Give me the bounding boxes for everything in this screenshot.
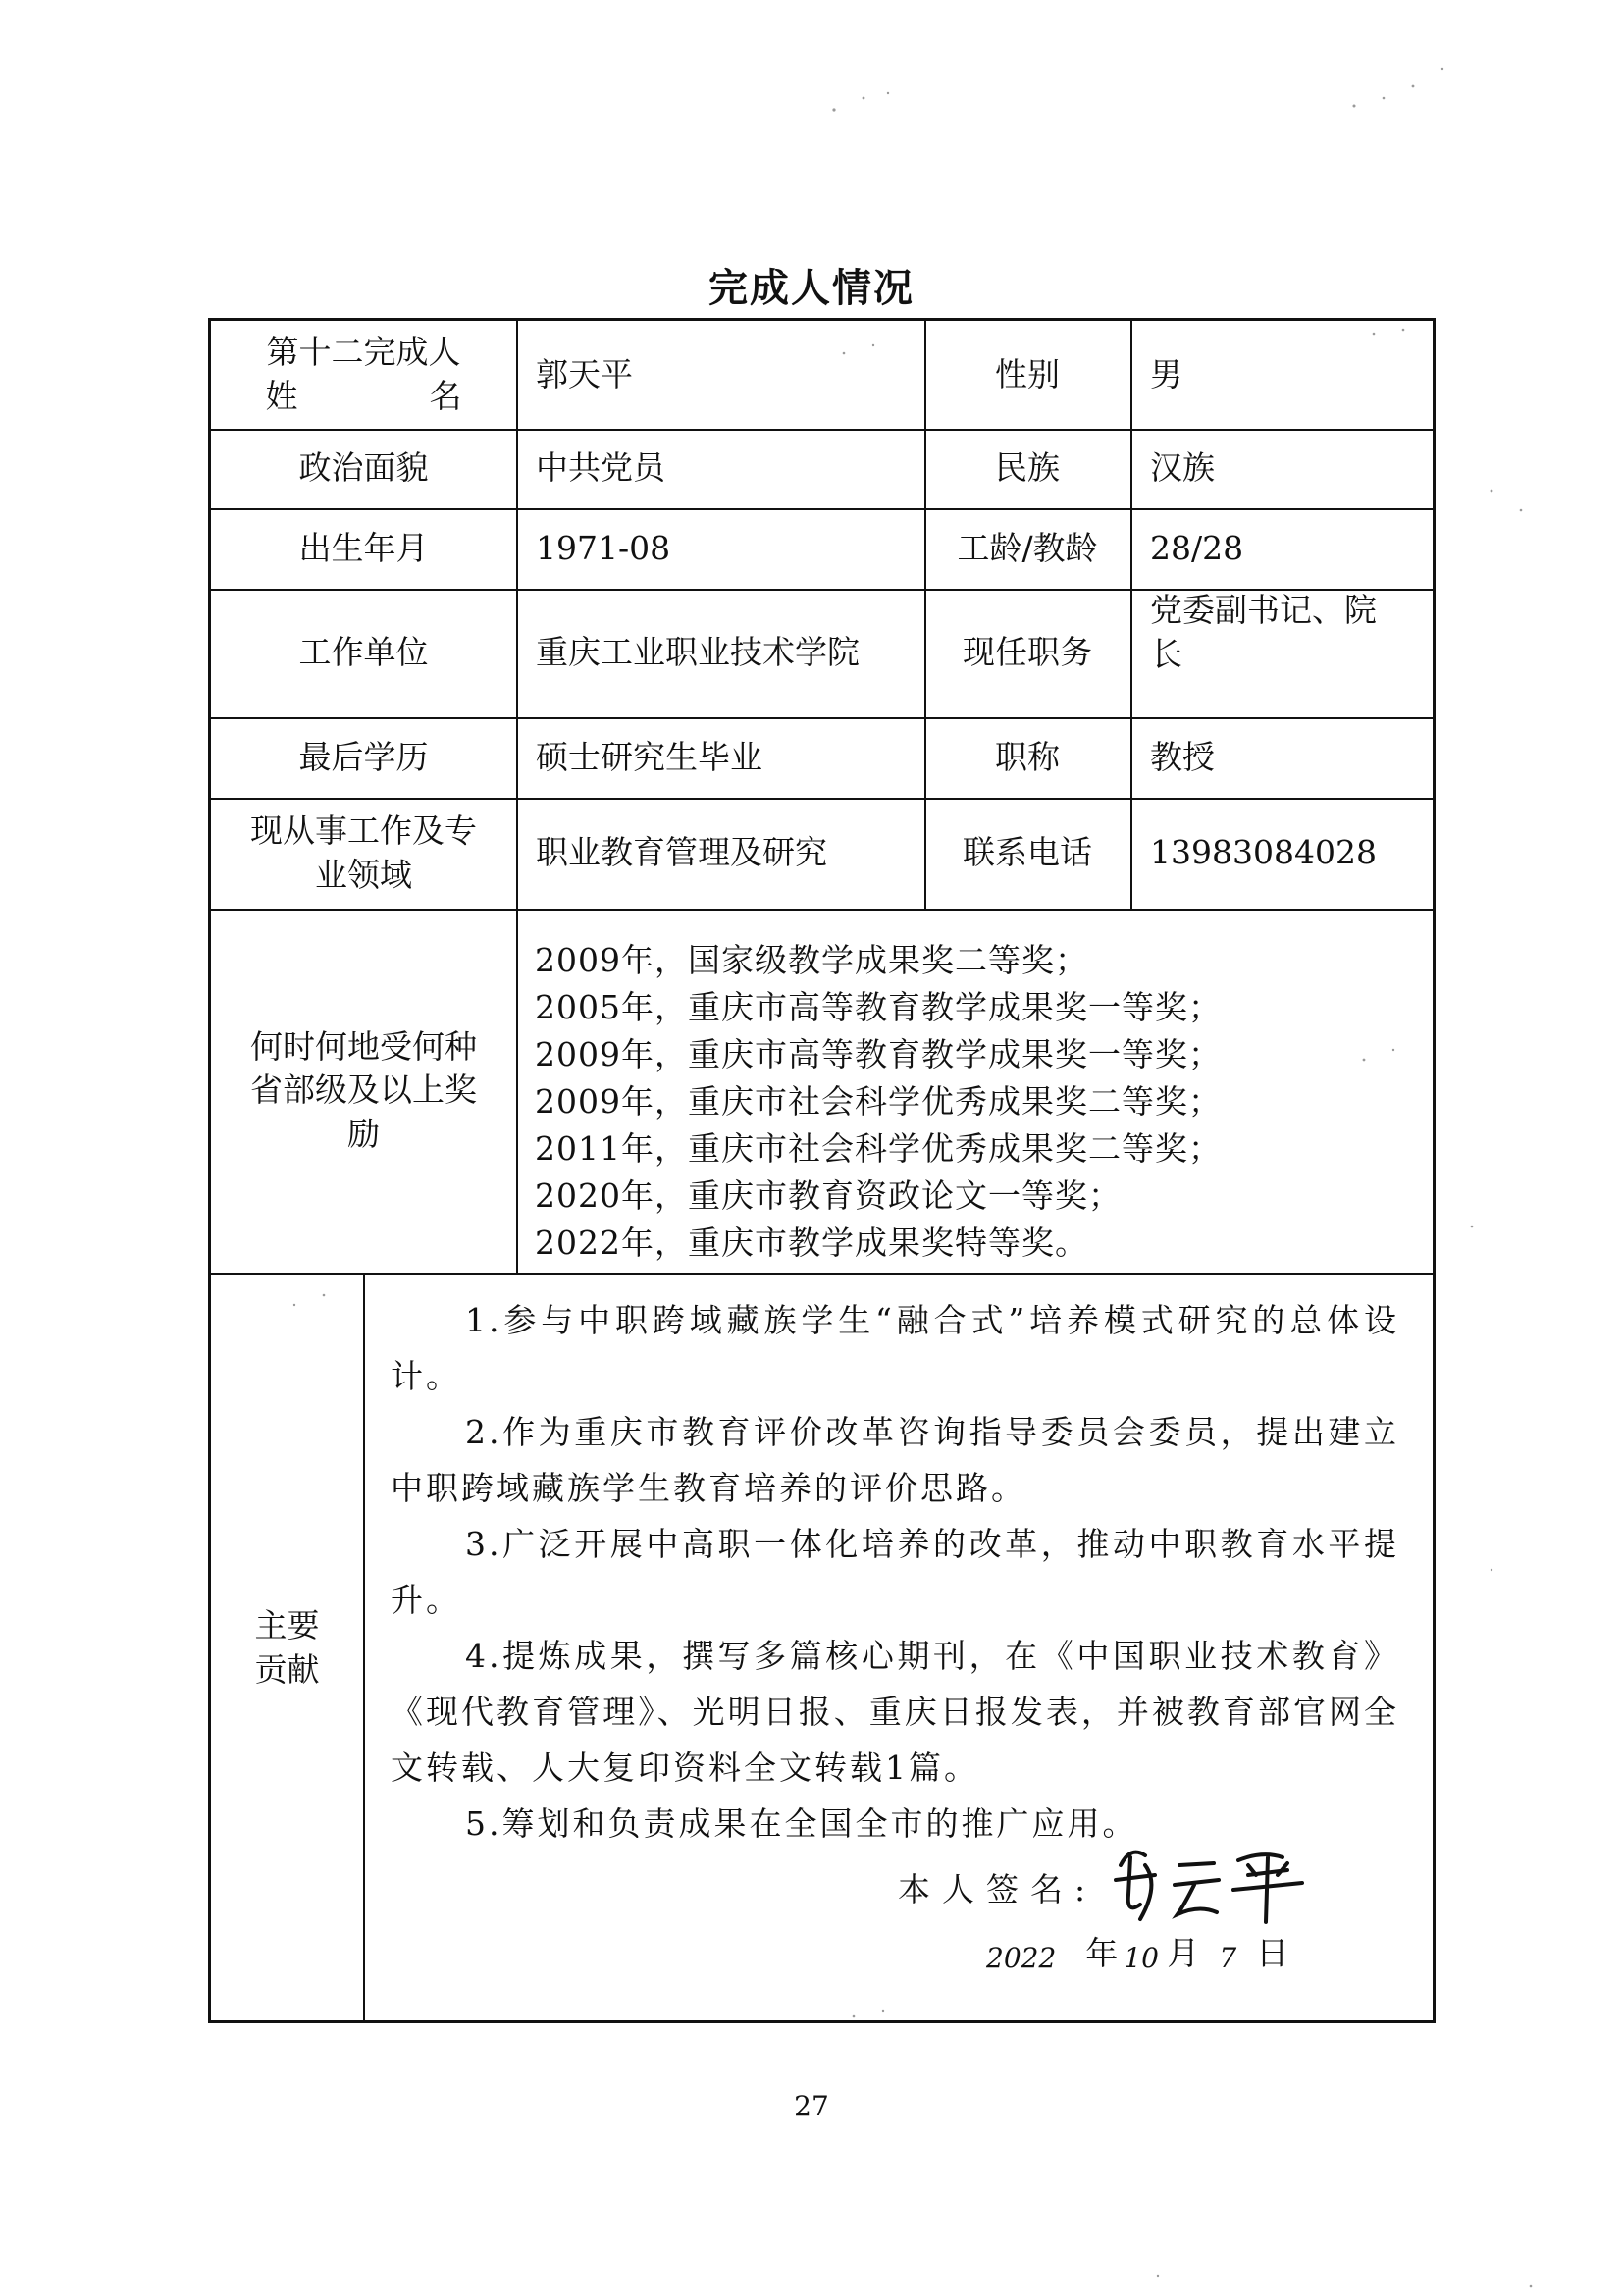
- field-label-line1: 现从事工作及专: [250, 810, 477, 850]
- field-value: 职业教育管理及研究: [536, 833, 827, 872]
- awards-label: [211, 909, 516, 1273]
- date-year: 2022: [986, 1942, 1057, 1974]
- seniority-value: 28/28: [1150, 528, 1244, 567]
- ethnic-label: 民族: [995, 448, 1060, 488]
- page-title: 完成人情况: [708, 266, 915, 311]
- contribution-item: 5.筹划和负责成果在全国全市的推广应用。: [465, 1804, 1138, 1843]
- education-value: 硕士研究生毕业: [536, 737, 762, 776]
- award-item: 2009年，重庆市高等教育教学成果奖一等奖；: [535, 1035, 1222, 1073]
- education-label: 最后学历: [298, 737, 429, 776]
- contribution-label-line2: 贡献: [254, 1649, 320, 1689]
- name-label-char: 名: [429, 377, 462, 415]
- contribution-item: 4.提炼成果，撰写多篇核心期刊，在《中国职业技术教育》《现代教育管理》、光明日报、重庆日报发表，并被教育部官网全文转载、人大复印资料全文转载1篇。: [391, 1637, 1399, 1787]
- position-value: [1130, 589, 1436, 717]
- date-row: [986, 1928, 1288, 1974]
- year-char: 年: [1085, 1934, 1119, 1972]
- name-label-line2: [266, 375, 462, 419]
- month-char: 月: [1167, 1934, 1200, 1972]
- gender-value: 男: [1150, 354, 1182, 393]
- award-item: 2009年，国家级教学成果奖二等奖；: [535, 941, 1088, 979]
- awards-label-line2: 省部级及以上奖: [250, 1070, 477, 1110]
- phone-value: 13983084028: [1150, 833, 1377, 872]
- field-label-line2: 业领域: [315, 855, 412, 894]
- handwritten-signature: [1101, 1836, 1336, 1924]
- awards-list: [527, 937, 1222, 1267]
- date-month: 10: [1124, 1942, 1159, 1974]
- award-item: 2005年，重庆市高等教育教学成果奖一等奖；: [535, 988, 1222, 1026]
- contribution-item: 1.参与中职跨域藏族学生“融合式”培养模式研究的总体设计。: [391, 1301, 1399, 1395]
- employer-label: 工作单位: [298, 633, 429, 672]
- awards-label-line3: 励: [347, 1114, 380, 1153]
- awards-label-line1: 何时何地受何种: [250, 1026, 477, 1066]
- birth-label: 出生年月: [298, 528, 429, 567]
- position-value-line1: 党委副书记、院: [1150, 591, 1377, 629]
- award-item: 2020年，重庆市教育资政论文一等奖；: [535, 1176, 1122, 1215]
- column-divider: [516, 909, 518, 1273]
- contribution-label: [211, 1273, 363, 2023]
- name-label-char: 姓: [265, 377, 298, 415]
- title-value: 教授: [1150, 737, 1215, 776]
- ethnic-value: 汉族: [1150, 448, 1215, 488]
- position-label: 现任职务: [963, 633, 1092, 672]
- contribution-label-line1: 主要: [254, 1605, 320, 1644]
- phone-label: 联系电话: [963, 833, 1092, 872]
- contribution-list: [373, 1273, 1413, 1852]
- page-number: 27: [794, 2090, 829, 2122]
- award-item: 2009年，重庆市社会科学优秀成果奖二等奖；: [535, 1082, 1222, 1121]
- contribution-item: 2.作为重庆市教育评价改革咨询指导委员会委员，提出建立中职跨域藏族学生教育培养的评价思路。: [391, 1413, 1399, 1507]
- employer-value: 重庆工业职业技术学院: [536, 633, 860, 672]
- contribution-section: [211, 1273, 1436, 2023]
- award-item: 2011年，重庆市社会科学优秀成果奖二等奖；: [535, 1129, 1222, 1168]
- political-value: 中共党员: [536, 448, 665, 488]
- birth-value: 1971-08: [536, 528, 671, 567]
- name-label: [211, 321, 516, 429]
- award-item: 2022年，重庆市教学成果奖特等奖。: [535, 1224, 1088, 1262]
- title-label: 职称: [995, 737, 1060, 776]
- signature-label: 本人签名:: [898, 1870, 1098, 1908]
- political-label: 政治面貌: [298, 448, 429, 488]
- gender-label: 性别: [995, 354, 1060, 393]
- signature-row: [898, 1836, 1336, 1910]
- contribution-item: 3.广泛开展中高职一体化培养的改革，推动中职教育水平提升。: [391, 1525, 1399, 1619]
- name-value: 郭天平: [536, 354, 633, 393]
- field-label: [211, 798, 516, 909]
- info-table: [208, 318, 1436, 2023]
- seniority-label: 工龄/教龄: [957, 528, 1098, 567]
- position-value-line2: 长: [1150, 634, 1182, 673]
- day-char: 日: [1256, 1934, 1289, 1972]
- date-day: 7: [1219, 1942, 1237, 1974]
- name-label-line1: 第十二完成人: [266, 333, 461, 372]
